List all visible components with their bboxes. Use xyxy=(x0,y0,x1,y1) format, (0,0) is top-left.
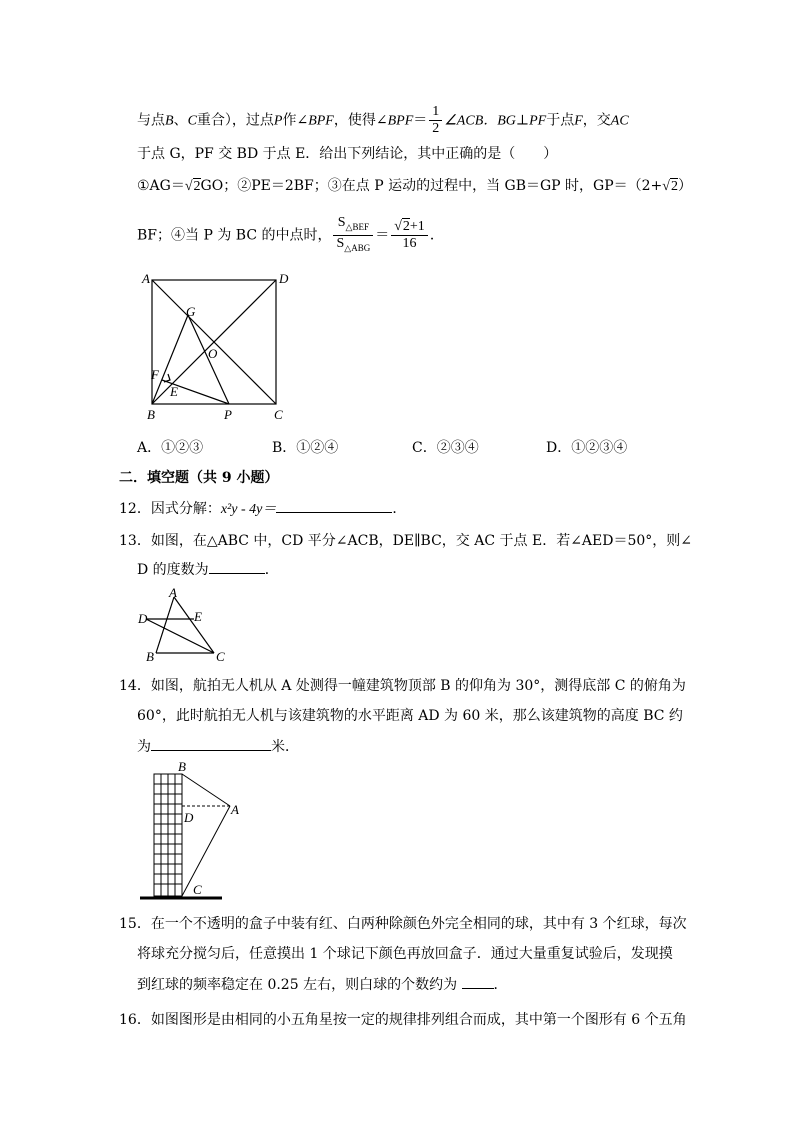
area-ratio: $\frac{S_{\triangle BEF}}{S_{\triangle ABG}}$ xyxy=(333,215,373,256)
choice-a[interactable]: A．①②③ xyxy=(137,440,204,456)
choice-d[interactable]: D．①②③④ xyxy=(546,440,628,456)
label-E: E xyxy=(170,384,178,399)
q15-line3: 到红球的频率稳定在 0.25 左右，则白球的个数约为 ． xyxy=(137,974,508,995)
choice-b[interactable]: B．①②④ xyxy=(272,440,339,456)
q15-line1: 15．在一个不透明的盒子中装有红、白两种除颜色外完全相同的球，其中有 3 个红球，每次 xyxy=(119,916,687,932)
ratio-value: $\frac{√2+1}{16}$ xyxy=(391,219,428,252)
q13-answer-blank[interactable] xyxy=(209,559,265,574)
label-D: D xyxy=(184,810,194,825)
label-C: C xyxy=(274,407,283,422)
q13-line2: D 的度数为 ． xyxy=(137,559,279,580)
label-C: C xyxy=(193,882,202,897)
q11-line3: ①AG＝√2GO；②PE＝2BF；③在点 P 运动的过程中，当 GB＝GP 时，GP＝（2+√2） xyxy=(137,178,692,194)
q14-line2: 60°，此时航拍无人机与该建筑物的水平距离 AD 为 60 米，那么该建筑物的高度 BC 约 xyxy=(137,708,683,724)
label-A: A xyxy=(169,585,177,600)
label-G: G xyxy=(186,304,196,319)
q13-line1: 13．如图，在△ABC 中，CD 平分∠ACB，DE∥BC，交 AC 于点 E．若∠AED＝50°，则∠ xyxy=(119,533,693,549)
q14-answer-blank[interactable] xyxy=(151,736,271,751)
section-title: 二．填空题（共 9 小题） xyxy=(119,470,279,486)
choice-c[interactable]: C．②③④ xyxy=(412,440,479,456)
label-F: F xyxy=(151,367,159,382)
q14-line1: 14．如图，航拍无人机从 A 处测得一幢建筑物顶部 B 的仰角为 30°，测得底部 C 的俯角为 xyxy=(119,678,686,694)
figure-q11-square xyxy=(140,268,300,428)
label-B: B xyxy=(147,407,155,422)
half-fraction: $\frac{1}{2}$ xyxy=(429,104,442,137)
label-E: E xyxy=(194,609,202,624)
q14-line3: 为 米． xyxy=(137,736,299,757)
figure-q14-building xyxy=(136,760,256,905)
label-A: A xyxy=(231,802,239,817)
label-D: D xyxy=(138,611,148,626)
label-A: A xyxy=(142,271,150,286)
label-C: C xyxy=(216,649,225,664)
q11-line1: 与点B、C重合），过点P作∠BPF，使得∠BPF＝ $\frac{1}{2}$ ∠ACB．BG⊥PF于点F，交AC xyxy=(137,104,629,136)
q12-answer-blank[interactable] xyxy=(276,498,392,513)
label-O: O xyxy=(208,346,218,361)
q11-line2: 于点 G，PF 交 BD 于点 E．给出下列结论，其中正确的是（ ） xyxy=(137,146,558,162)
label-P: P xyxy=(224,407,232,422)
q15-line2: 将球充分搅匀后，任意摸出 1 个球记下颜色再放回盒子．通过大量重复试验后，发现摸 xyxy=(137,946,673,962)
figure-q13-triangle xyxy=(136,585,236,665)
label-B: B xyxy=(146,649,154,664)
q12: 12．因式分解：x²y - 4y＝ ． xyxy=(119,498,406,520)
label-B: B xyxy=(178,760,186,774)
label-D: D xyxy=(279,271,289,286)
q15-answer-blank[interactable] xyxy=(462,974,494,989)
q16-line1: 16．如图图形是由相同的小五角星按一定的规律排列组合而成，其中第一个图形有 6 个五角 xyxy=(119,1012,687,1028)
q11-line4: BF；④当 P 为 BC 的中点时， $\frac{S_{\triangle BEF}}{S_{\triangle ABG}}$ ＝ $\frac{√2+1}{16}$ ． xyxy=(137,215,444,256)
